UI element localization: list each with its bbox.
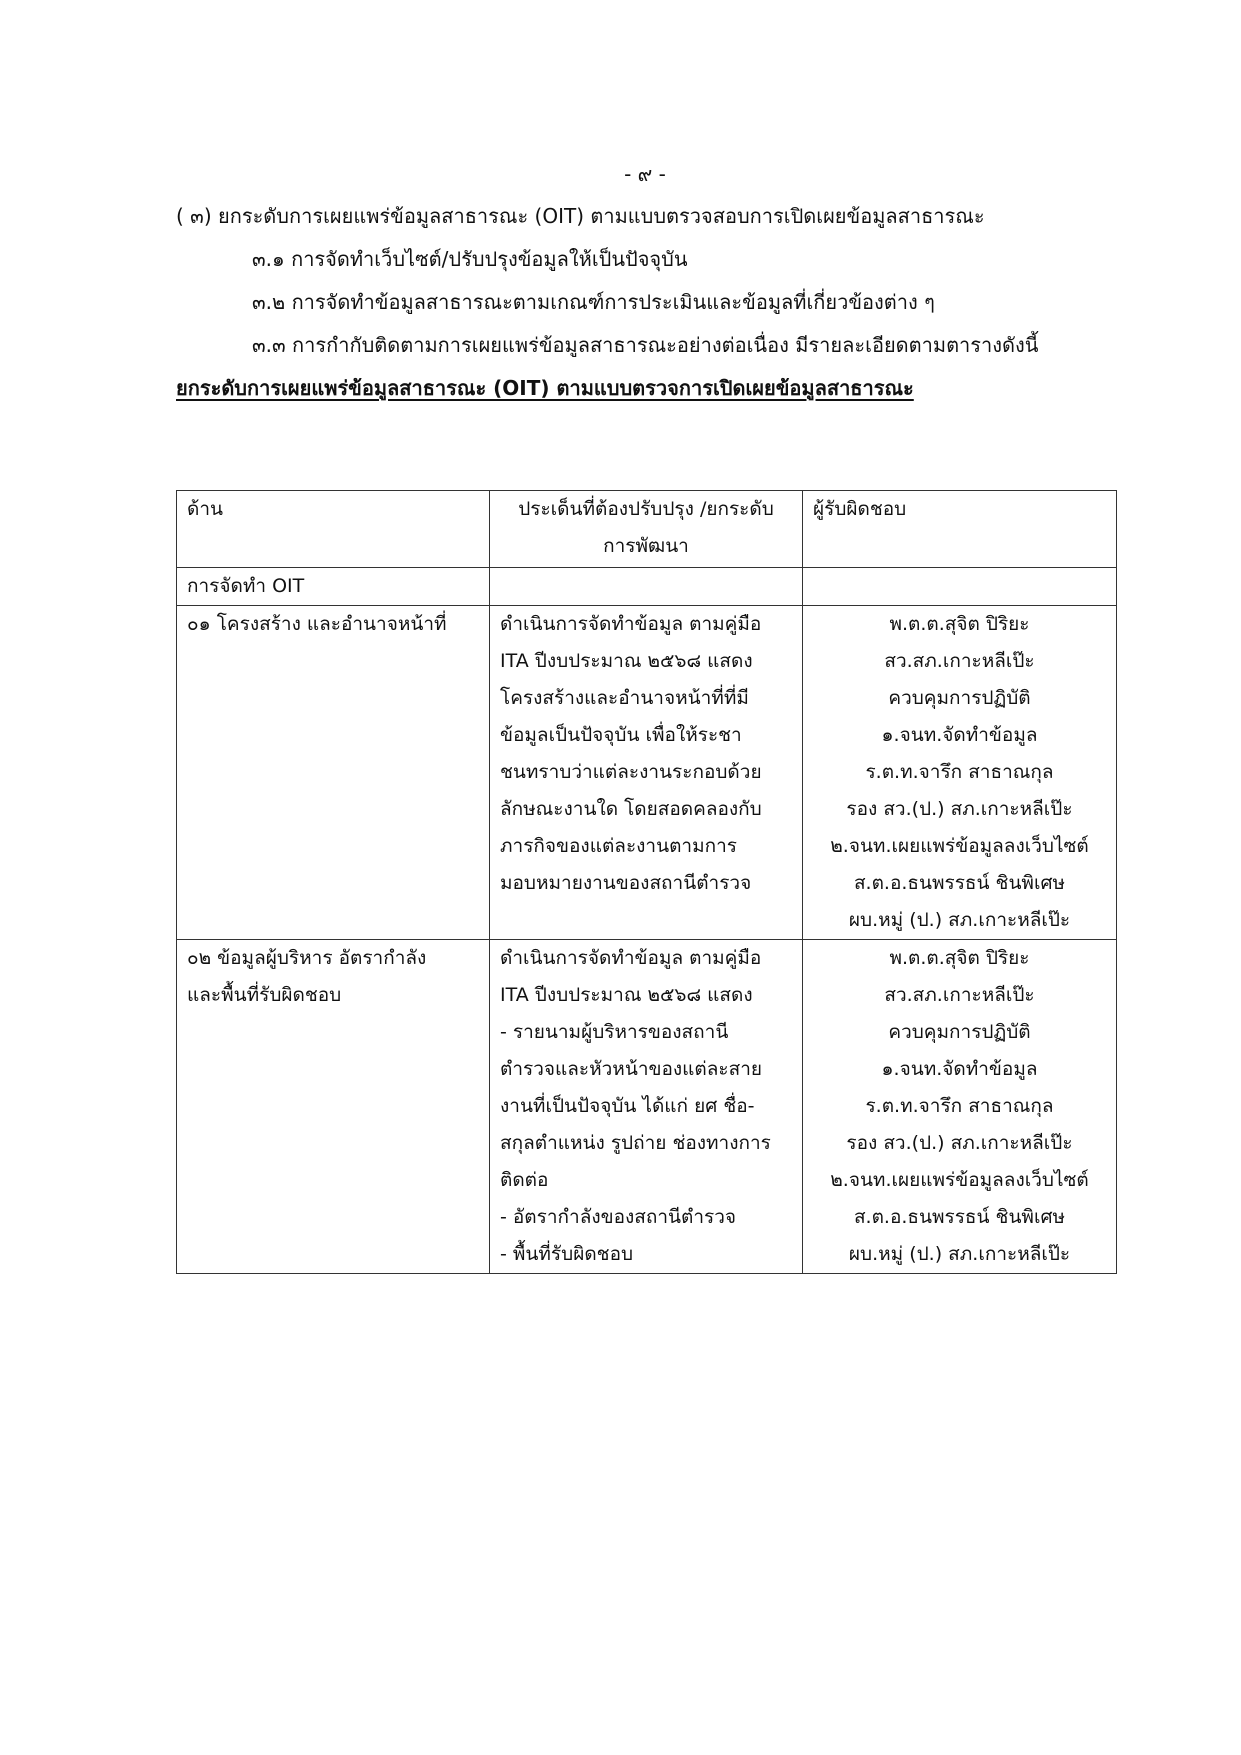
cell-line: และพื้นที่รับผิดชอบ: [187, 984, 342, 1006]
cell-line: - อัตรากำลังของสถานีตำรวจ: [500, 1206, 737, 1228]
cell-line: รอง สว.(ป.) สภ.เกาะหลีเป๊ะ: [846, 798, 1073, 820]
cell-line: มอบหมายงานของสถานีตำรวจ: [500, 872, 752, 894]
cell-line: ๑.จนท.จัดทำข้อมูล: [881, 724, 1038, 746]
subheader-empty-cell: [490, 568, 803, 606]
cell-line: ผบ.หมู่ (ป.) สภ.เกาะหลีเป๊ะ: [848, 909, 1071, 931]
cell-line: ตำรวจและหัวหน้าของแต่ละสาย: [500, 1058, 762, 1080]
cell-line: ดำเนินการจัดทำข้อมูล ตามคู่มือ: [500, 613, 762, 635]
cell-line: ชนทราบว่าแต่ละงานระกอบด้วย: [500, 761, 762, 783]
cell-line: สว.สภ.เกาะหลีเป๊ะ: [884, 650, 1035, 672]
topic-cell: [177, 606, 490, 940]
responsible-cell: [803, 606, 1117, 940]
cell-line: ๐๑ โครงสร้าง และอำนาจหน้าที่: [187, 613, 447, 635]
cell-line: ๑.จนท.จัดทำข้อมูล: [881, 1058, 1038, 1080]
section-heading: ยกระดับการเผยแพร่ข้อมูลสาธารณะ (OIT) ตามแบบตรวจการเปิดเผยข้อมูลสาธารณะ: [176, 376, 914, 400]
cell-line: ร.ต.ท.จารึก สาธาณกุล: [865, 761, 1054, 783]
issue-cell: [490, 606, 803, 940]
topic-cell: [177, 940, 490, 1274]
cell-line: สกุลตำแหน่ง รูปถ่าย ช่องทางการ: [500, 1132, 771, 1154]
cell-line: ๒.จนท.เผยแพร่ข้อมูลลงเว็บไซต์: [830, 835, 1089, 857]
header-issue-line-1: ประเด็นที่ต้องปรับปรุง /ยกระดับ: [518, 498, 774, 520]
table-row: [177, 606, 1117, 940]
intro-line-3: ๓.๒ การจัดทำข้อมูลสาธารณะตามเกณฑ์การประเมินและข้อมูลที่เกี่ยวข้องต่าง ๆ: [252, 290, 935, 314]
intro-line-4: ๓.๓ การกำกับติดตามการเผยแพร่ข้อมูลสาธารณะอย่างต่อเนื่อง มีรายละเอียดตามตารางดังนี้: [252, 333, 1039, 357]
cell-line: ITA ปีงบประมาณ ๒๕๖๘ แสดง: [500, 984, 753, 1006]
intro-line-2: ๓.๑ การจัดทำเว็บไซต์/ปรับปรุงข้อมูลให้เป็นปัจจุบัน: [252, 247, 688, 271]
cell-line: ควบคุมการปฏิบัติ: [888, 1021, 1031, 1043]
cell-line: ดำเนินการจัดทำข้อมูล ตามคู่มือ: [500, 947, 762, 969]
cell-line: ร.ต.ท.จารึก สาธาณกุล: [865, 1095, 1054, 1117]
subheader-row: [177, 568, 1117, 606]
header-issue: [490, 491, 803, 568]
cell-line: งานที่เป็นปัจจุบัน ได้แก่ ยศ ชื่อ-: [500, 1095, 755, 1117]
cell-line: ๒.จนท.เผยแพร่ข้อมูลลงเว็บไซต์: [830, 1169, 1089, 1191]
cell-line: ITA ปีงบประมาณ ๒๕๖๘ แสดง: [500, 650, 753, 672]
cell-line: ติดต่อ: [500, 1169, 549, 1191]
cell-line: พ.ต.ต.สุจิต ปิริยะ: [889, 947, 1030, 969]
cell-line: สว.สภ.เกาะหลีเป๊ะ: [884, 984, 1035, 1006]
cell-line: - รายนามผู้บริหารของสถานี: [500, 1021, 729, 1043]
issue-cell: [490, 940, 803, 1274]
page-number: - ๙ -: [624, 162, 666, 186]
cell-line: พ.ต.ต.สุจิต ปิริยะ: [889, 613, 1030, 635]
cell-line: ส.ต.อ.ธนพรรธน์ ชินพิเศษ: [853, 872, 1066, 894]
cell-line: โครงสร้างและอำนาจหน้าที่ที่มี: [500, 687, 749, 709]
cell-line: ข้อมูลเป็นปัจจุบัน เพื่อให้ระชา: [500, 724, 742, 746]
cell-line: ๐๒ ข้อมูลผู้บริหาร อัตรากำลัง: [187, 947, 427, 969]
header-responsible: ผู้รับผิดชอบ: [803, 491, 1117, 568]
intro-line-1: ( ๓) ยกระดับการเผยแพร่ข้อมูลสาธารณะ (OIT) ตามแบบตรวจสอบการเปิดเผยข้อมูลสาธารณะ: [176, 204, 985, 228]
cell-line: รอง สว.(ป.) สภ.เกาะหลีเป๊ะ: [846, 1132, 1073, 1154]
cell-line: ลักษณะงานใด โดยสอดคลองกับ: [500, 798, 762, 820]
table-header-row: [177, 491, 1117, 568]
responsible-cell: [803, 940, 1117, 1274]
cell-line: ผบ.หมู่ (ป.) สภ.เกาะหลีเป๊ะ: [848, 1243, 1071, 1265]
header-topic: ด้าน: [177, 491, 490, 568]
cell-line: ภารกิจของแต่ละงานตามการ: [500, 835, 737, 857]
table-row: [177, 940, 1117, 1274]
oit-table: [176, 490, 1117, 1274]
cell-line: ส.ต.อ.ธนพรรธน์ ชินพิเศษ: [853, 1206, 1066, 1228]
subheader-empty-cell: [803, 568, 1117, 606]
cell-line: - พื้นที่รับผิดชอบ: [500, 1243, 634, 1265]
cell-line: ควบคุมการปฏิบัติ: [888, 687, 1031, 709]
header-issue-line-2: การพัฒนา: [603, 535, 689, 557]
subheader-cell: การจัดทำ OIT: [177, 568, 490, 606]
